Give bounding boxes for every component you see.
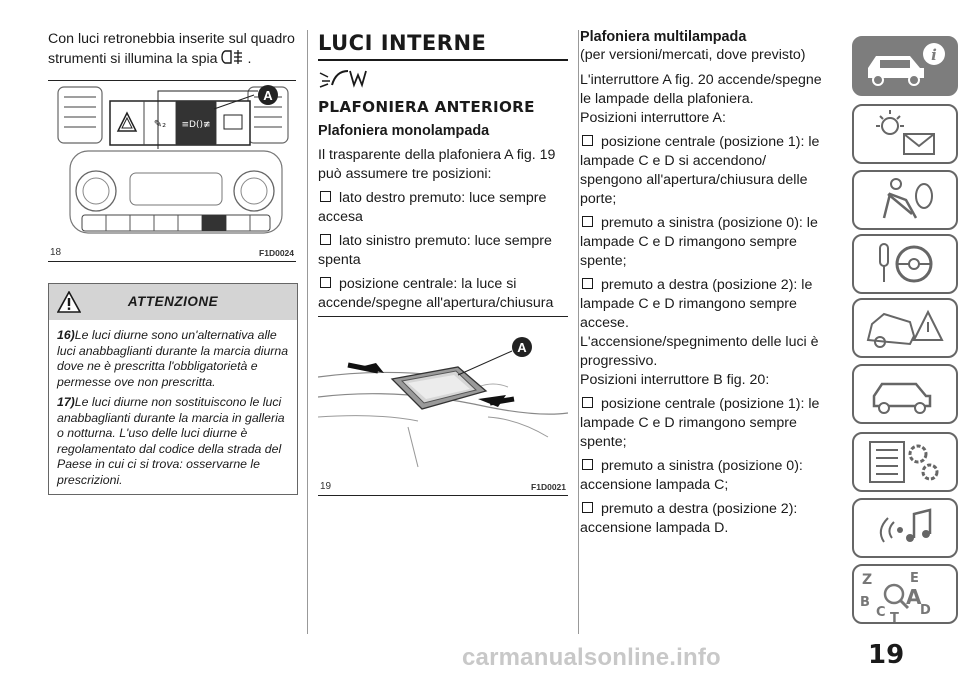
tab-knowing-the-car[interactable] (852, 36, 958, 96)
svg-text:✎₂: ✎₂ (153, 119, 167, 130)
list-item: lato sinistro premuto: luce sempre spenta (318, 233, 552, 268)
title-rule (318, 59, 568, 61)
warning-item: 17)Le luci diurne non sostituiscono le luci anabbaglianti durante la marcia in galleria o notturna. L'uso delle luci diurne è regolamentato dal codice della strada del Paese in cui ci si trova: osservarne le prescrizioni. (57, 395, 285, 487)
bullet-box-icon (582, 502, 593, 513)
tab-safety[interactable] (852, 170, 958, 230)
multimedia-icon (854, 500, 956, 556)
switch-b-positions-label: Posizioni interruttore B fig. 20: (580, 372, 770, 388)
availability-note: (per versioni/mercati, dove previsto) (580, 47, 806, 63)
index-letter: Z (862, 572, 873, 588)
figure-code: F1D0021 (531, 482, 566, 492)
tab-technical-data[interactable] (852, 432, 958, 492)
list-item: premuto a destra (posizione 2): le lampade C e D rimangono sempre accese. (580, 277, 813, 331)
starting-driving-icon (854, 236, 956, 292)
bullet-box-icon (320, 234, 331, 245)
safety-airbag-icon (854, 172, 956, 228)
bullet-box-icon (582, 135, 593, 146)
index-letter: T (890, 611, 899, 622)
figure-19-callout: A (517, 340, 527, 355)
interior-light-icon (318, 67, 370, 89)
switch-a-positions-label: Posizioni interruttore A: (580, 110, 726, 126)
warning-title: ATTENZIONE (127, 294, 219, 309)
figure-19 (318, 316, 568, 496)
bullet-box-icon (320, 191, 331, 202)
bullet-box-icon (582, 459, 593, 470)
figure-number: 18 (50, 247, 62, 258)
tab-maintenance[interactable] (852, 364, 958, 424)
tab-starting-driving[interactable] (852, 234, 958, 294)
index-letter: B (860, 595, 870, 610)
list-item: lato destro premuto: luce sempre accesa (318, 190, 547, 225)
index-letter: D (920, 603, 931, 618)
tab-emergency[interactable] (852, 298, 958, 358)
dashboard-switch-illustration (48, 81, 296, 261)
list-item: posizione centrale: la luce si accende/spegne all'apertura/chiusura (318, 276, 554, 311)
watermark: carmanualsonline.info (462, 644, 721, 671)
tab-dashboard-lights[interactable] (852, 104, 958, 164)
warning-item: 16)Le luci diurne sono un'alternativa alle luci anabbaglianti durante la marcia diurna dove ne è prescritta l'obbligatorietà e permesse ove non prescritta. (57, 328, 289, 389)
fog-light-paragraph: Con luci retronebbia inserite sul quadro strumenti si illumina la spia . (48, 31, 295, 67)
page-number: 19 (868, 640, 905, 670)
tab-index[interactable] (852, 564, 958, 624)
svg-text:≡D()≢: ≡D()≢ (181, 120, 211, 130)
index-icon (854, 566, 956, 622)
rear-fog-light-icon (221, 49, 243, 65)
bullet-box-icon (582, 216, 593, 227)
warning-lights-icon (854, 106, 956, 162)
intro-paragraph: Il trasparente della plafoniera A fig. 19 può assumere tre posizioni: (318, 147, 556, 182)
bullet-box-icon (582, 397, 593, 408)
warning-box (48, 283, 298, 495)
warning-header (49, 284, 297, 320)
list-item: posizione centrale (posizione 1): le lampade C e D si accendono/ spengono all'apertura/chiusura delle porte; (580, 134, 820, 207)
figure-18-callout: A (263, 88, 273, 103)
section-title: LUCI INTERNE (318, 31, 487, 55)
index-letter: E (910, 571, 919, 586)
figure-18 (48, 80, 296, 262)
bullet-box-icon (320, 277, 331, 288)
maintenance-icon (854, 366, 956, 422)
column-divider (578, 30, 579, 634)
subsection-title: PLAFONIERA ANTERIORE (318, 98, 535, 116)
bullet-box-icon (582, 278, 593, 289)
figure-code: F1D0024 (259, 248, 294, 258)
progressive-note: L'accensione/spegnimento delle luci è progressivo. (580, 334, 819, 369)
technical-data-icon (854, 434, 956, 490)
car-info-icon (854, 38, 956, 94)
column-divider (307, 30, 308, 634)
multilamp-title: Plafoniera multilampada (580, 29, 747, 45)
index-letter: A (906, 585, 922, 609)
index-letter: C (876, 605, 886, 620)
tab-multimedia[interactable] (852, 498, 958, 558)
right-column (580, 0, 830, 538)
list-item: premuto a sinistra (posizione 0): le lampade C e D rimangono sempre spente; (580, 215, 818, 269)
list-item: premuto a destra (posizione 2): accensione lampada D. (580, 501, 798, 536)
left-column (48, 0, 298, 69)
ceiling-lamp-illustration (318, 317, 568, 495)
middle-column (318, 0, 568, 332)
list-item: premuto a sinistra (posizione 0): accensione lampada C; (580, 458, 803, 493)
item-title: Plafoniera monolampada (318, 123, 490, 139)
emergency-icon (854, 300, 956, 356)
warning-body (49, 320, 297, 488)
figure-number: 19 (320, 481, 332, 492)
list-item: posizione centrale (posizione 1): le lampade C e D rimangono sempre spente; (580, 396, 820, 450)
switch-a-paragraph: L'interruttore A fig. 20 accende/spegne le lampade della plafoniera. (580, 72, 822, 107)
svg-text:i: i (931, 46, 937, 64)
